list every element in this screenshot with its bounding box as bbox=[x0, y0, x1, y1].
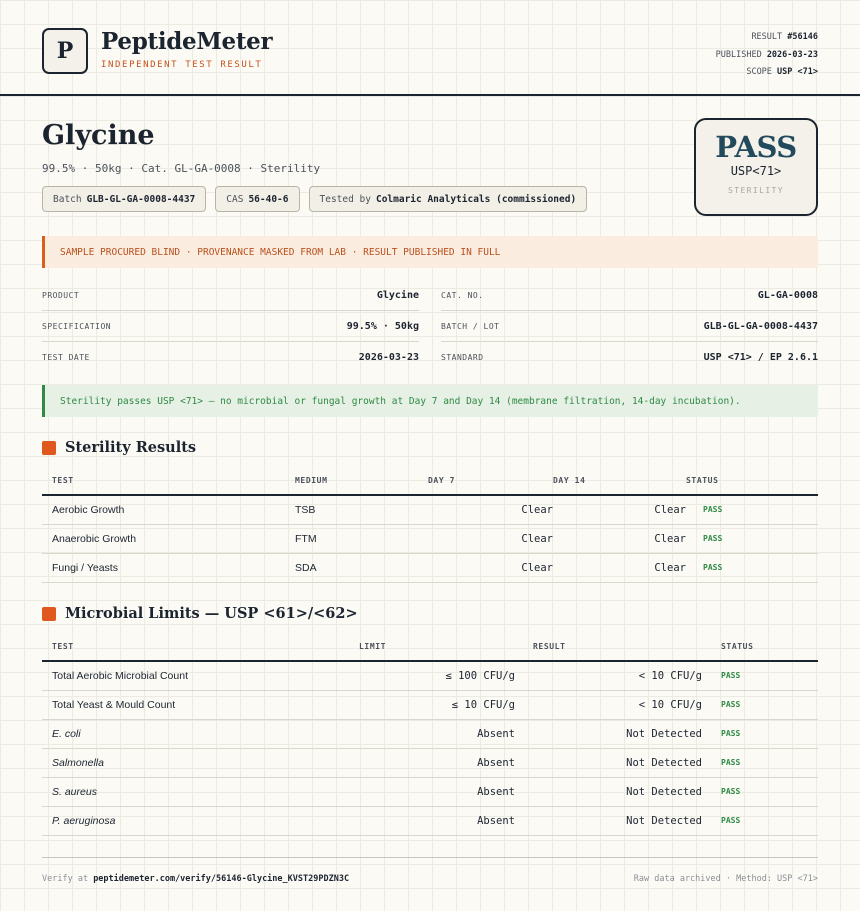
cas-chip: CAS 56-40-6 bbox=[215, 186, 299, 212]
table-row: P. aeruginosa Absent Not Detected PASS bbox=[42, 806, 818, 835]
batch-chip: Batch GLB-GL-GA-0008-4437 bbox=[42, 186, 206, 212]
product-chips bbox=[42, 186, 587, 212]
sterility-table bbox=[42, 467, 818, 583]
product-title: Glycine bbox=[42, 120, 155, 151]
spec-left bbox=[42, 280, 419, 373]
status-badge: PASS bbox=[702, 719, 818, 748]
section-marker-icon bbox=[42, 607, 56, 621]
brand-name: PeptideMeter bbox=[101, 28, 273, 55]
verify-link[interactable]: Verify at peptidemeter.com/verify/56146-Glycine_KVST29PDZN3C bbox=[42, 874, 350, 884]
table-row: Aerobic Growth TSB Clear Clear PASS bbox=[42, 495, 818, 524]
verdict-standard: USP<71> bbox=[730, 164, 782, 178]
table-row: Total Aerobic Microbial Count ≤ 100 CFU/g < 10 CFU/g PASS bbox=[42, 661, 818, 690]
status-badge: PASS bbox=[702, 806, 818, 835]
product-subtitle: 99.5% · 50kg · Cat. GL-GA-0008 · Sterility bbox=[42, 162, 321, 175]
spec-row: TEST DATE 2026-03-23 bbox=[42, 352, 419, 363]
page-header bbox=[0, 0, 860, 96]
summary-banner: Sterility passes USP <71> — no microbial or fungal growth at Day 7 and Day 14 (membrane filtration, 14-day incubation). bbox=[42, 385, 818, 417]
table-row: Fungi / Yeasts SDA Clear Clear PASS bbox=[42, 553, 818, 582]
meta-scope: SCOPE USP <71> bbox=[746, 67, 818, 77]
table-row: E. coli Absent Not Detected PASS bbox=[42, 719, 818, 748]
microbial-section-title: Microbial Limits — USP <61>/<62> bbox=[42, 605, 358, 622]
table-header-row: TEST MEDIUM DAY 7 DAY 14 STATUS bbox=[42, 467, 818, 495]
brand-tagline: INDEPENDENT TEST RESULT bbox=[101, 60, 263, 70]
table-row: Anaerobic Growth FTM Clear Clear PASS bbox=[42, 524, 818, 553]
status-badge: PASS bbox=[702, 777, 818, 806]
section-marker-icon bbox=[42, 441, 56, 455]
verdict-type: STERILITY bbox=[728, 186, 784, 195]
status-badge: PASS bbox=[686, 524, 818, 553]
meta-result: RESULT #56146 bbox=[751, 32, 818, 42]
table-row: Salmonella Absent Not Detected PASS bbox=[42, 748, 818, 777]
spec-row: BATCH / LOT GLB-GL-GA-0008-4437 bbox=[441, 311, 818, 342]
meta-published: PUBLISHED 2026-03-23 bbox=[715, 49, 818, 60]
status-badge: PASS bbox=[702, 661, 818, 690]
spec-row: PRODUCT Glycine bbox=[42, 280, 419, 311]
spec-right bbox=[441, 280, 818, 373]
verify-url[interactable]: peptidemeter.com/verify/56146-Glycine_KVST29PDZN3C bbox=[93, 874, 350, 884]
sterility-section-title: Sterility Results bbox=[42, 439, 196, 456]
table-header-row: TEST LIMIT RESULT STATUS bbox=[42, 633, 818, 661]
procurement-notice: SAMPLE PROCURED BLIND · PROVENANCE MASKED FROM LAB · RESULT PUBLISHED IN FULL bbox=[42, 236, 818, 268]
footer-divider bbox=[42, 857, 818, 858]
spec-row: SPECIFICATION 99.5% · 50kg bbox=[42, 311, 419, 342]
footer-method-note: Raw data archived · Method: USP <71> bbox=[633, 874, 818, 884]
logo-icon: P bbox=[42, 28, 88, 74]
status-badge: PASS bbox=[702, 748, 818, 777]
spec-row: STANDARD USP <71> / EP 2.6.1 bbox=[441, 352, 818, 363]
table-row: S. aureus Absent Not Detected PASS bbox=[42, 777, 818, 806]
verdict-result: PASS bbox=[715, 130, 797, 164]
status-badge: PASS bbox=[686, 553, 818, 582]
result-meta bbox=[716, 29, 818, 82]
table-row: Total Yeast & Mould Count ≤ 10 CFU/g < 10 CFU/g PASS bbox=[42, 690, 818, 719]
verdict-badge bbox=[694, 118, 818, 216]
status-badge: PASS bbox=[686, 495, 818, 524]
tested-by-chip: Tested by Colmaric Analyticals (commissioned) bbox=[309, 186, 588, 212]
microbial-table bbox=[42, 633, 818, 836]
spec-row: CAT. NO. GL-GA-0008 bbox=[441, 280, 818, 311]
status-badge: PASS bbox=[702, 690, 818, 719]
